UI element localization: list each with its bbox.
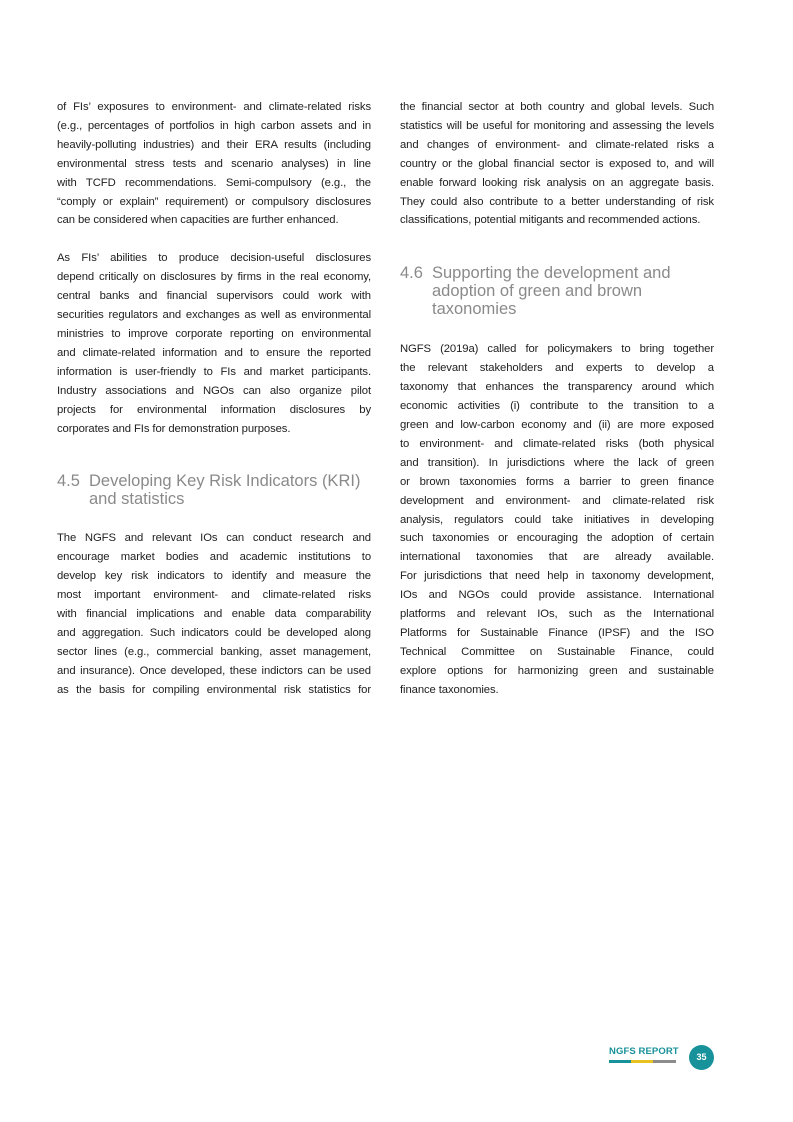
left-column xyxy=(57,98,371,700)
section-number: 4.6 xyxy=(400,264,423,283)
right-column xyxy=(400,98,714,700)
page-number-badge: 35 xyxy=(689,1045,714,1070)
section-title-line: adoption of green and brown xyxy=(432,282,643,301)
footer-color-bar-yellow xyxy=(631,1060,653,1063)
footer-color-bar-grey xyxy=(653,1060,676,1063)
section-number: 4.5 xyxy=(57,472,80,491)
section-title-line: and statistics xyxy=(89,490,185,509)
right-paragraph-1: the financial sector at both country and global levels. Such statistics will be useful for monitoring and assessing the levels and changes of environment- and climate-related risks a country or the global financial sector is exposed to, and will enable forward looking risk analysis on an aggregate basis. They could also contribute to a better understanding of risk classifications, potential mitigants and recommended actions. xyxy=(400,101,714,227)
page-footer xyxy=(0,1044,793,1074)
footer-color-bar-teal xyxy=(609,1060,631,1063)
left-paragraph-2: As FIs’ abilities to produce decision-useful disclosures depend critically on disclosures by firms in the real economy, central banks and financial supervisors could work with securities regulators and exchanges as well as environmental ministries to improve corporate reporting on environmental and climate-related information and to ensure the reported information is user-friendly to FIs and market participants. Industry associations and NGOs can also organize pilot projects for environmental information disclosures by corporates and FIs for demonstration purposes. xyxy=(57,252,371,435)
section-title-line: Supporting the development and xyxy=(432,264,671,283)
left-paragraph-3: The NGFS and relevant IOs can conduct research and encourage market bodies and academic institutions to develop key risk indicators to identify and measure the most important environment- and climate-related risks with financial implications and enable data comparability and aggregation. Such indicators could be developed along sector lines (e.g., commercial banking, asset management, and insurance). Once developed, these indictors can be used as the basis for compiling environmental risk statistics for xyxy=(57,532,371,696)
section-title-line: Developing Key Risk Indicators (KRI) xyxy=(89,472,361,491)
right-paragraph-2: NGFS (2019a) called for policymakers to bring together the relevant stakeholders and experts to develop a taxonomy that enhances the transparency around which economic activities (i) contribute to the transition to a green and low-carbon economy and (ii) are more exposed to environment- and climate-related risks (both physical and transition). In jurisdictions where the lack of green or brown taxonomies forms a barrier to green finance development and environment- and climate-related risk analysis, regulators could take initiatives in developing such taxonomies or encouraging the adoption of certain international taxonomies that are already available. For jurisdictions that need help in taxonomy development, IOs and NGOs could provide assistance. International platforms and relevant IOs, such as the International Platforms for Sustainable Finance (IPSF) and the ISO Technical Committee on Sustainable Finance, could explore options for harmonizing green and sustainable finance taxonomies. xyxy=(400,343,714,696)
section-heading-4-5 xyxy=(57,472,371,508)
left-paragraph-1: of FIs’ exposures to environment- and climate-related risks (e.g., percentages of portfolios in high carbon assets and in heavily-polluting industries) and their ERA results (including environmental stress tests and scenario analyses) in line with TCFD recommendations. Semi-compulsory (e.g., the “comply or explain” requirement) or compulsory disclosures can be considered when capacities are further enhanced. xyxy=(57,101,371,227)
report-label: NGFS REPORT xyxy=(609,1046,679,1057)
section-heading-4-6 xyxy=(400,264,714,318)
section-title-line: taxonomies xyxy=(432,300,517,319)
